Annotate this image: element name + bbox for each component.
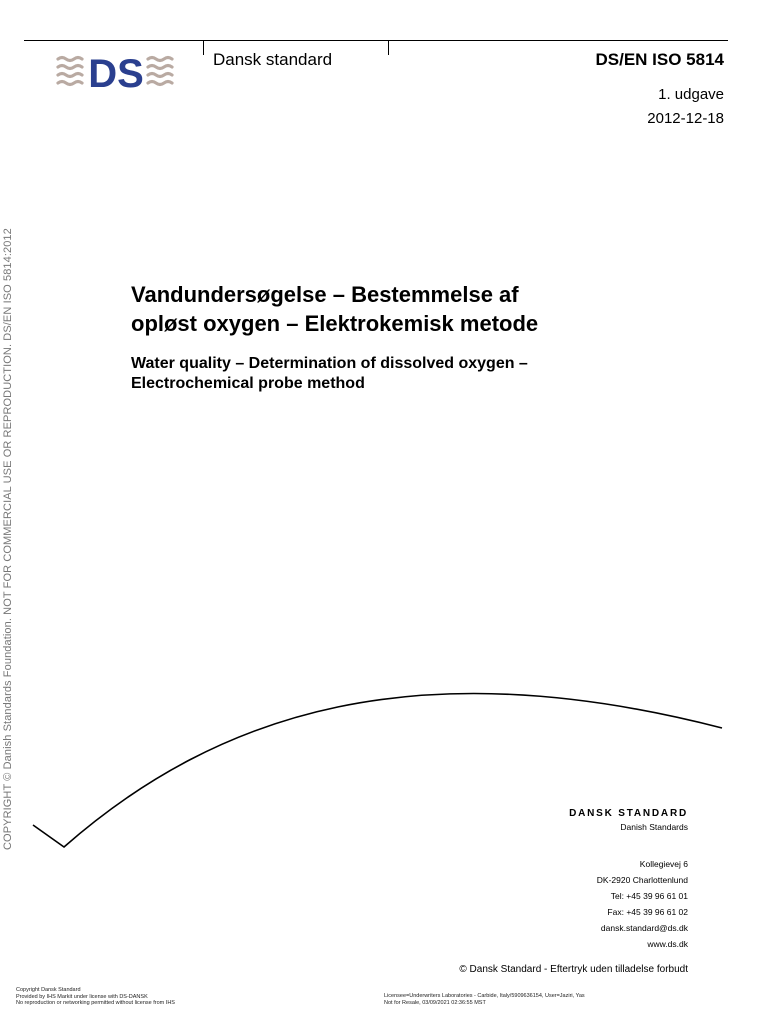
email: dansk.standard@ds.dk bbox=[600, 923, 688, 933]
publication-date: 2012-12-18 bbox=[647, 110, 724, 127]
footer-left-line1: Copyright Dansk Standard bbox=[16, 987, 81, 993]
footer-right bbox=[384, 993, 585, 1006]
title-english-line2: Electrochemical probe method bbox=[131, 375, 365, 392]
document-number: DS/EN ISO 5814 bbox=[595, 50, 724, 69]
brand-name: Dansk standard bbox=[213, 50, 333, 69]
ds-logo bbox=[55, 52, 177, 92]
address-line1: Kollegievej 6 bbox=[639, 859, 688, 869]
side-copyright-notice: COPYRIGHT © Danish Standards Foundation. NOT FOR COMMERCIAL USE OR REPRODUCTION. DS/EN ISO 5814:2012 bbox=[2, 228, 14, 850]
publisher-block bbox=[569, 808, 688, 832]
footer-right-line2: Not for Resale, 03/09/2021 02:36:55 MST bbox=[384, 999, 486, 1006]
address-line2: DK-2920 Charlottenlund bbox=[596, 875, 688, 885]
title-danish bbox=[131, 280, 731, 338]
title-danish-line1: Vandundersøgelse – Bestemmelse af bbox=[131, 282, 519, 307]
publisher-name: DANSK STANDARD bbox=[569, 808, 688, 819]
footer-right-line1: Licensee=Underwriters Laboratories - Carbide, Italy/5909636154, User=Jaziri, Yas bbox=[384, 993, 585, 999]
header-tick-right bbox=[388, 41, 389, 55]
fax: Fax: +45 39 96 61 02 bbox=[607, 907, 688, 917]
footer-left-line2: Provided by IHS Markit under license with DS-DANSK bbox=[16, 993, 148, 1000]
publisher-subtitle: Danish Standards bbox=[620, 822, 688, 832]
title-english bbox=[131, 354, 731, 394]
ds-logo-text: DS bbox=[88, 52, 144, 92]
header-tick-left bbox=[203, 41, 204, 55]
header-rule bbox=[24, 40, 728, 41]
title-english-line1: Water quality – Determination of dissolved oxygen – bbox=[131, 355, 528, 372]
tel: Tel: +45 39 96 61 01 bbox=[610, 891, 688, 901]
copyright-notice: © Dansk Standard - Eftertryk uden tilladelse forbudt bbox=[459, 964, 688, 975]
decorative-arc bbox=[0, 670, 768, 870]
title-danish-line2: opløst oxygen – Elektrokemisk metode bbox=[131, 311, 539, 336]
website: www.ds.dk bbox=[647, 939, 688, 949]
publisher-address bbox=[597, 856, 688, 952]
footer-left-line3: No reproduction or networking permitted without license from IHS bbox=[16, 1000, 175, 1006]
edition: 1. udgave bbox=[658, 86, 724, 103]
footer-left bbox=[16, 987, 175, 1007]
